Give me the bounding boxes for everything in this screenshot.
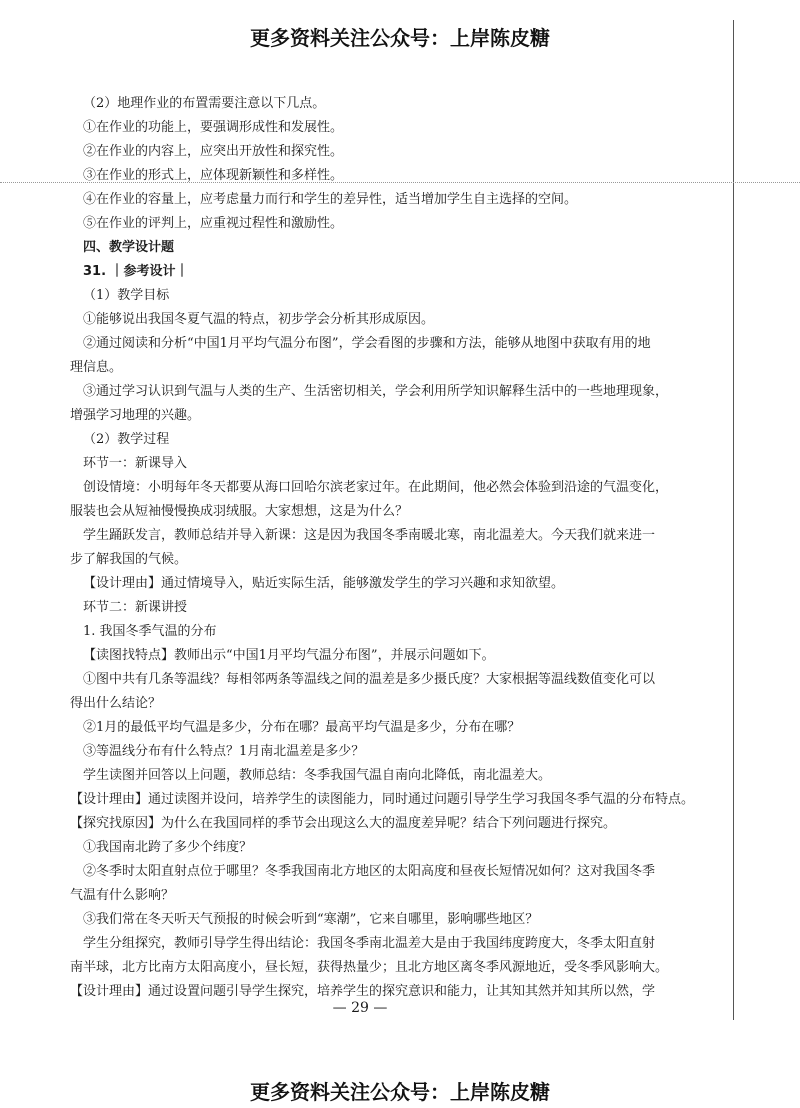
- text-line: ①图中共有几条等温线？每相邻两条等温线之间的温差是多少摄氏度？大家根据等温线数值变化可以: [83, 672, 656, 687]
- section-heading: 四、教学设计题: [83, 240, 175, 255]
- footer-banner: 更多资料关注公众号：上岸陈皮糖: [250, 1080, 550, 1104]
- text-line: ⑤在作业的评判上，应重视过程性和激励性。: [83, 216, 344, 231]
- text-line: 创设情境：小明每年冬天都要从海口回哈尔滨老家过年。在此期间，他必然会体验到沿途的气温变化，: [83, 480, 669, 495]
- text-line: ③等温线分布有什么特点？1月南北温差是多少？: [83, 744, 365, 759]
- text-line: 南半球，北方比南方太阳高度小，昼长短，获得热量少；且北方地区离冬季风源地近，受冬季风影响大。: [70, 960, 669, 975]
- text-line: ②1月的最低平均气温是多少，分布在哪？最高平均气温是多少，分布在哪？: [83, 720, 521, 735]
- text-line: （2）教学过程: [83, 432, 170, 447]
- text-line: 得出什么结论？: [70, 696, 162, 711]
- margin-rule: [733, 20, 734, 1020]
- text-line: ①能够说出我国冬夏气温的特点，初步学会分析其形成原因。: [83, 312, 435, 327]
- question-heading: 31. ｜参考设计｜: [83, 264, 189, 279]
- text-line: （2）地理作业的布置需要注意以下几点。: [83, 96, 326, 111]
- text-line: 步了解我国的气候。: [70, 552, 188, 567]
- text-line: 理信息。: [70, 360, 123, 375]
- text-line: 气温有什么影响？: [70, 888, 175, 903]
- text-line: ②冬季时太阳直射点位于哪里？冬季我国南北方地区的太阳高度和昼夜长短情况如何？这对我国冬季: [83, 864, 656, 879]
- header-banner: 更多资料关注公众号：上岸陈皮糖: [250, 26, 550, 50]
- text-line: 【读图找特点】教师出示“中国1月平均气温分布图”，并展示问题如下。: [83, 648, 495, 663]
- text-line: 服装也会从短袖慢慢换成羽绒服。大家想想，这是为什么？: [70, 504, 409, 519]
- text-line: ①我国南北跨了多少个纬度？: [83, 840, 253, 855]
- text-line: 【探究找原因】为什么在我国同样的季节会出现这么大的温度差异呢？结合下列问题进行探究。: [70, 816, 617, 831]
- text-line: 1. 我国冬季气温的分布: [83, 624, 217, 639]
- text-line: 增强学习地理的兴趣。: [70, 408, 201, 423]
- text-line: ③在作业的形式上，应体现新颖性和多样性。: [83, 168, 344, 183]
- text-line: ③我们常在冬天听天气预报的时候会听到“寒潮”，它来自哪里，影响哪些地区？: [83, 912, 539, 927]
- page-number: — 29 —: [332, 1000, 388, 1016]
- text-line: 环节二：新课讲授: [83, 600, 188, 615]
- text-line: ③通过学习认识到气温与人类的生产、生活密切相关，学会利用所学知识解释生活中的一些地理现象，: [83, 384, 669, 399]
- text-line: 学生读图并回答以上问题，教师总结：冬季我国气温自南向北降低，南北温差大。: [83, 768, 552, 783]
- body-text: [70, 92, 700, 1004]
- text-line: ①在作业的功能上，要强调形成性和发展性。: [83, 120, 344, 135]
- text-line: ②在作业的内容上，应突出开放性和探究性。: [83, 144, 344, 159]
- text-line: ④在作业的容量上，应考虑量力而行和学生的差异性，适当增加学生自主选择的空间。: [83, 192, 578, 207]
- text-line: 学生踊跃发言，教师总结并导入新课：这是因为我国冬季南暖北寒，南北温差大。今天我们就来进一: [83, 528, 656, 543]
- text-line: （1）教学目标: [83, 288, 170, 303]
- text-line: 学生分组探究，教师引导学生得出结论：我国冬季南北温差大是由于我国纬度跨度大，冬季太阳直射: [83, 936, 656, 951]
- text-line: 环节一：新课导入: [83, 456, 188, 471]
- text-line: 【设计理由】通过读图并设问，培养学生的读图能力，同时通过问题引导学生学习我国冬季气温的分布特点。: [70, 792, 695, 807]
- text-line: 【设计理由】通过情境导入，贴近实际生活，能够激发学生的学习兴趣和求知欲望。: [83, 576, 565, 591]
- text-line: 【设计理由】通过设置问题引导学生探究，培养学生的探究意识和能力，让其知其然并知其所以然，学: [70, 984, 656, 999]
- text-line: ②通过阅读和分析“中国1月平均气温分布图”，学会看图的步骤和方法，能够从地图中获取有用的地: [83, 336, 651, 351]
